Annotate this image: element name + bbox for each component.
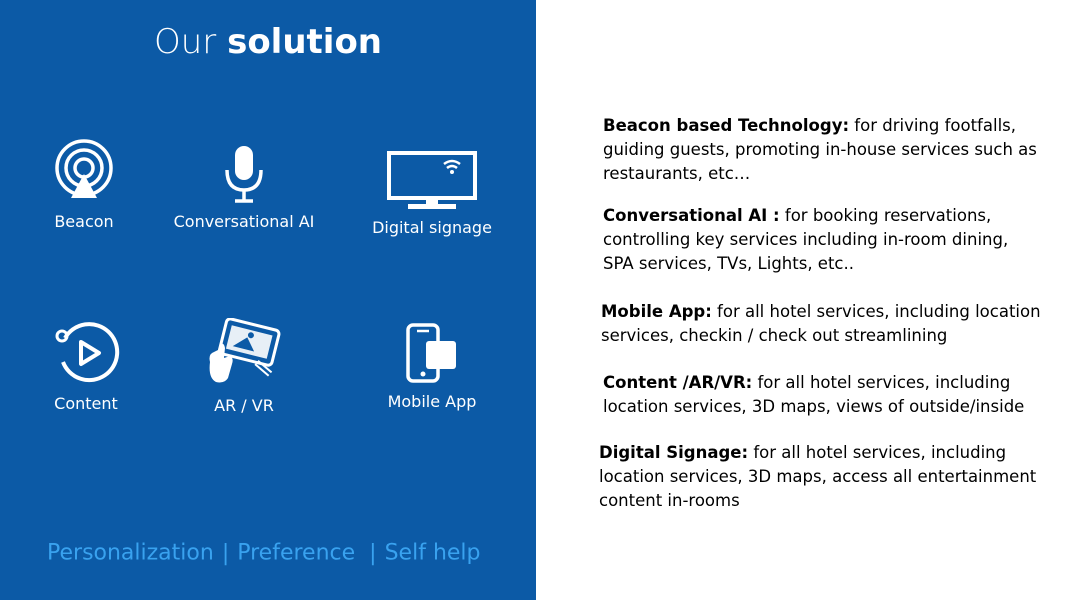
footer-values — [47, 540, 481, 566]
desc-text: for driving footfalls, guiding guests, promoting in-house services such as restaurants, etc… — [603, 116, 1037, 183]
desc-title: Mobile App: — [601, 302, 712, 321]
desc-mobile-app — [601, 300, 1041, 348]
desc-title: Content /AR/VR: — [603, 373, 753, 392]
page-title — [0, 22, 536, 62]
tile-conversational-ai — [164, 144, 324, 231]
tile-label: Digital signage — [372, 218, 492, 237]
desc-content-ar-vr — [603, 371, 1043, 419]
play-circle-icon — [51, 320, 121, 386]
beacon-icon — [52, 138, 116, 204]
tile-label: AR / VR — [214, 396, 274, 415]
desc-title: Beacon based Technology: — [603, 116, 850, 135]
tile-label: Conversational AI — [173, 212, 315, 231]
desc-digital-signage — [599, 441, 1039, 513]
monitor-wifi-icon — [386, 150, 478, 210]
tile-label: Beacon — [54, 212, 114, 231]
desc-text: for booking reservations, controlling key services including in-room dining, SPA services, TVs, Lights, etc.. — [603, 206, 1009, 273]
desc-text: for all hotel services, including location services, checkin / check out streamlining — [601, 302, 1041, 345]
tile-beacon — [4, 138, 164, 231]
microphone-icon — [220, 144, 268, 204]
desc-title: Digital Signage: — [599, 443, 749, 462]
title-prefix: Our — [153, 22, 217, 62]
tile-content — [6, 320, 166, 413]
tile-label: Content — [54, 394, 118, 413]
desc-beacon — [603, 114, 1043, 186]
desc-title: Conversational AI : — [603, 206, 780, 225]
tile-ar-vr — [164, 318, 324, 415]
footer-personalization: Personalization — [47, 540, 214, 566]
title-bold: solution — [227, 22, 383, 62]
tile-label: Mobile App — [387, 392, 477, 411]
footer-preference: Preference — [237, 540, 356, 566]
desc-text: for all hotel services, including location services, 3D maps, access all entertainment content in-rooms — [599, 443, 1037, 510]
desc-conversational-ai — [603, 204, 1043, 276]
desc-text: for all hotel services, including location services, 3D maps, views of outside/inside — [603, 373, 1025, 416]
ar-tablet-icon — [204, 318, 284, 388]
footer-separator: | — [221, 540, 230, 566]
tile-mobile-app — [352, 322, 512, 411]
footer-self-help: Self help — [384, 540, 481, 566]
tile-digital-signage — [352, 150, 512, 237]
footer-separator: | — [369, 540, 377, 566]
mobile-icon — [402, 322, 462, 384]
